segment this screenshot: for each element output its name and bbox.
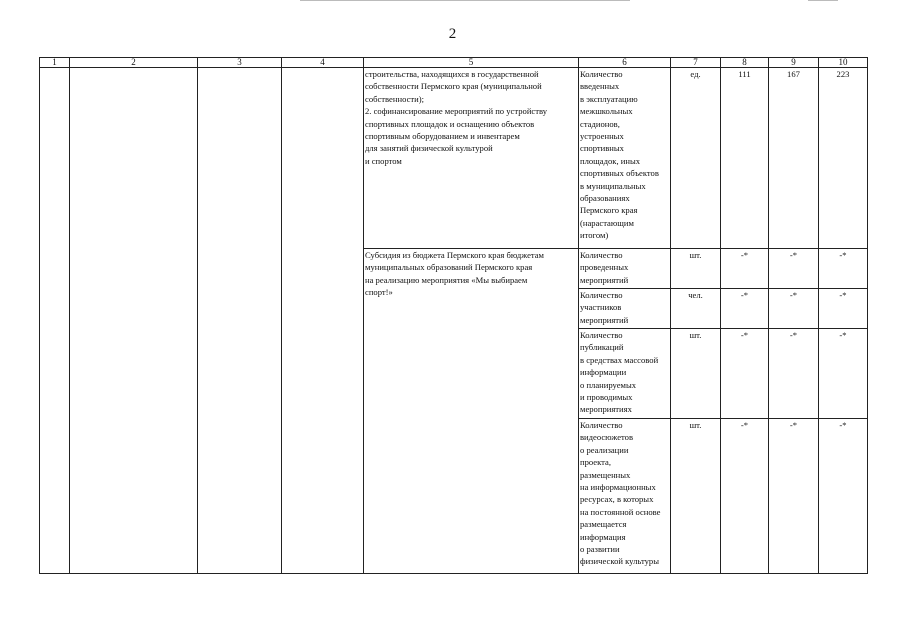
indicator-name: Количество участников мероприятий [579,289,671,329]
scan-top-edge-line [300,0,630,1]
indicator-name: Количество публикаций в средствах массовой информации о планируемых и проводимых мероприятиях [579,329,671,419]
cell-col3-empty [198,68,282,574]
column-header: 1 [40,58,70,68]
cell-col1-empty [40,68,70,574]
measure-description: строительства, находящихся в государственной собственности Пермского края (муниципальной собственности); 2. софинансирование мероприятий по устройству спортивных площадок и оснащению объектов спортивным оборудованием и инвентарем для занятий физической культурой и спортом [364,68,579,249]
value-col10: -* [819,289,868,329]
value-col10: 223 [819,68,868,249]
column-header: 4 [282,58,364,68]
unit-cell: шт. [671,249,721,289]
column-header: 5 [364,58,579,68]
column-header: 3 [198,58,282,68]
value-col8: -* [721,419,769,574]
unit-cell: шт. [671,329,721,419]
table-row [40,68,868,249]
indicator-name: Количество видеосюжетов о реализации проекта, размещенных на информационных ресурсах, в которых на постоянной основе размещается информация о развитии физической культуры [579,419,671,574]
value-col10: -* [819,249,868,289]
column-header: 9 [769,58,819,68]
value-col9: -* [769,419,819,574]
cell-col4-empty [282,68,364,574]
scan-top-edge-line-right [808,0,838,1]
column-header: 6 [579,58,671,68]
cell-col2-empty [70,68,198,574]
value-col8: -* [721,289,769,329]
value-col10: -* [819,419,868,574]
column-header: 8 [721,58,769,68]
indicator-name: Количество введенных в эксплуатацию межшкольных стадионов, устроенных спортивных площадок, иных спортивных объектов в муниципальных образованиях Пермского края (нарастающим итогом) [579,68,671,249]
value-col8: -* [721,249,769,289]
unit-cell: чел. [671,289,721,329]
column-header: 7 [671,58,721,68]
column-header: 10 [819,58,868,68]
value-col8: 111 [721,68,769,249]
value-col9: 167 [769,68,819,249]
page-number: 2 [448,26,457,42]
unit-cell: ед. [671,68,721,249]
value-col9: -* [769,329,819,419]
indicators-table [39,57,868,574]
column-header: 2 [70,58,198,68]
measure-description: Субсидия из бюджета Пермского края бюджетам муниципальных образований Пермского края на реализацию мероприятия «Мы выбираем спорт!» [364,249,579,574]
value-col8: -* [721,329,769,419]
value-col10: -* [819,329,868,419]
unit-cell: шт. [671,419,721,574]
indicator-name: Количество проведенных мероприятий [579,249,671,289]
table-header-row [40,58,868,68]
value-col9: -* [769,249,819,289]
value-col9: -* [769,289,819,329]
